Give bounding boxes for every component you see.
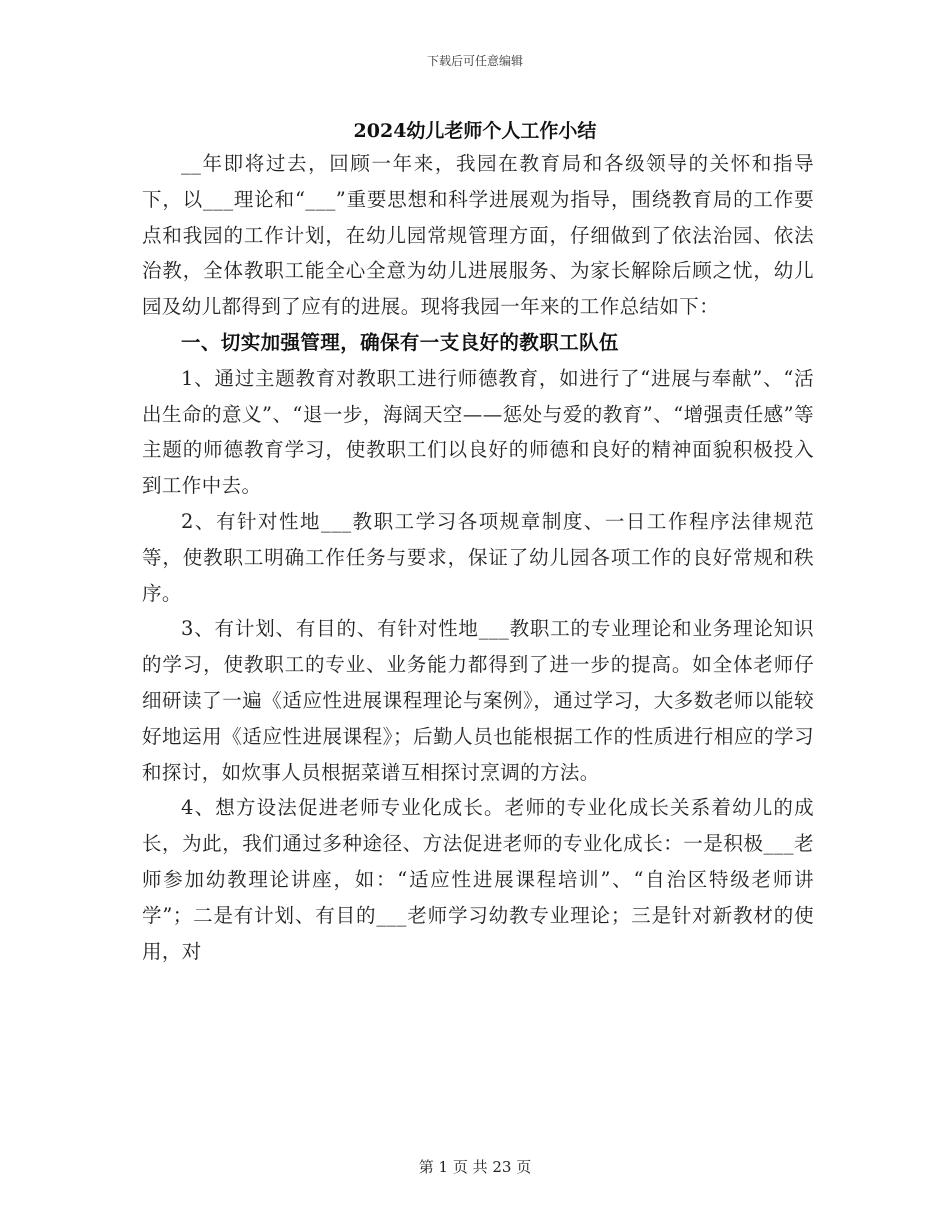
section-heading-1: 一、切实加强管理，确保有一支良好的教职工队伍 xyxy=(181,330,619,354)
page-header-note: 下载后可任意编辑 xyxy=(426,54,523,68)
document-title: 2024幼儿老师个人工作小结 xyxy=(353,120,597,142)
page-number: 第 1 页 共 23 页 xyxy=(418,1158,532,1176)
paragraph-intro: __年即将过去，回顾一年来，我园在教育局和各级领导的关怀和指导下，以___理论和“___”重要思想和科学进展观为指导，围绕教育局的工作要点和我园的工作计划，在幼儿园常规管理方面，仔细做到了依法治园、依法治教，全体教职工能全心全意为幼儿进展服务、为家长解除后顾之忧，幼儿园及幼儿都得到了应有的进展。现将我园一年来的工作总结如下： xyxy=(142,152,814,319)
paragraph-item-1: 1、通过主题教育对教职工进行师德教育，如进行了“进展与奉献”、“活出生命的意义”、“退一步，海阔天空——惩处与爱的教育”、“增强责任感”等主题的师德教育学习，使教职工们以良好的师德和良好的精神面貌积极投入到工作中去。 xyxy=(142,366,814,498)
document-body xyxy=(142,146,814,969)
paragraph-item-3: 3、有计划、有目的、有针对性地___教职工的专业理论和业务理论知识的学习，使教职工的专业、业务能力都得到了进一步的提高。如全体老师仔细研读了一遍《适应性进展课程理论与案例》，通过学习，大多数老师以能较好地运用《适应性进展课程》；后勤人员也能根据工作的性质进行相应的学习和探讨，如炊事人员根据菜谱互相探讨烹调的方法。 xyxy=(142,617,814,784)
paragraph-item-4: 4、想方设法促进老师专业化成长。老师的专业化成长关系着幼儿的成长，为此，我们通过多种途径、方法促进老师的专业化成长：一是积极___老师参加幼教理论讲座，如：“适应性进展课程培训”、“自治区特级老师讲学”；二是有计划、有目的___老师学习幼教专业理论；三是针对新教材的使用，对 xyxy=(142,796,814,963)
paragraph-item-2: 2、有针对性地___教职工学习各项规章制度、一日工作程序法律规范等，使教职工明确工作任务与要求，保证了幼儿园各项工作的良好常规和秩序。 xyxy=(142,509,814,605)
